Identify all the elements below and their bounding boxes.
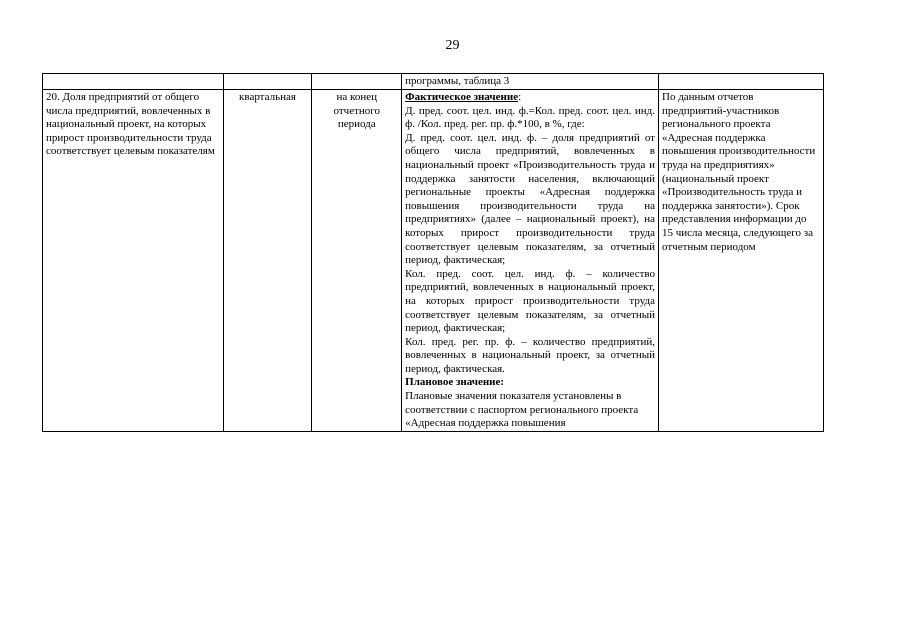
cell-continuation-col1 [43,74,224,90]
cell-data-source: По данным отчетов предприятий-участников регионального проекта «Адресная поддержка повышения производительности труда на предприятиях» (национальный проект «Производительность труда и поддержка занятости»). Срок представления информации до 15 числа месяца, следующего за отчетным периодом [659,90,824,432]
planned-value-heading: Плановое значение: [405,376,505,389]
formula-text: Д. пред. соот. цел. инд. ф.=Кол. пред. соот. цел. инд. ф. /Кол. пред. рег. пр. ф.*100, в %, где: [405,104,655,131]
definition-count-target: Кол. пред. соот. цел. инд. ф. – количество предприятий, вовлеченных в национальный проект, на которых прирост производительности труда соответствует целевым показателям, за отчетный период, фактическая; [405,267,655,335]
planned-value-text: Плановые значения показателя установлены в соответствии с паспортом регионального проекта «Адресная поддержка повышения [405,390,639,430]
cell-indicator-name: 20. Доля предприятий от общего числа предприятий, вовлеченных в национальный проект, на которых прирост производительности труда соответствует целевым показателям [43,90,224,432]
page-number: 29 [445,38,460,53]
cell-periodicity: квартальная [223,90,312,432]
cell-method [402,90,659,432]
cell-continuation-col3 [312,74,402,90]
table-row-indicator-20 [43,90,824,432]
indicator-table [42,73,824,432]
cell-continuation-col5 [659,74,824,90]
definition-share: Д. пред. соот. цел. инд. ф. – доля предприятий от общего числа предприятий, вовлеченных в национальный проект «Производительность труда и поддержка занятости населения, включающий региональные проекты «Адресная поддержка повышения производительности труда на предприятиях» (далее – национальный проект), на которых прирост производительности труда соответствует целевым показателям, за отчетный период, фактическая; [405,131,655,267]
cell-date: на конец отчетного периода [312,90,402,432]
cell-continuation-col2 [223,74,312,90]
definition-count-total: Кол. пред. рег. пр. ф. – количество предприятий, вовлеченных в национальный проект, за отчетный период, фактическая. [405,335,655,375]
table-row-continuation [43,74,824,90]
actual-value-heading: Фактическое значение: [405,91,522,103]
cell-continuation-col4: программы, таблица 3 [402,74,659,90]
